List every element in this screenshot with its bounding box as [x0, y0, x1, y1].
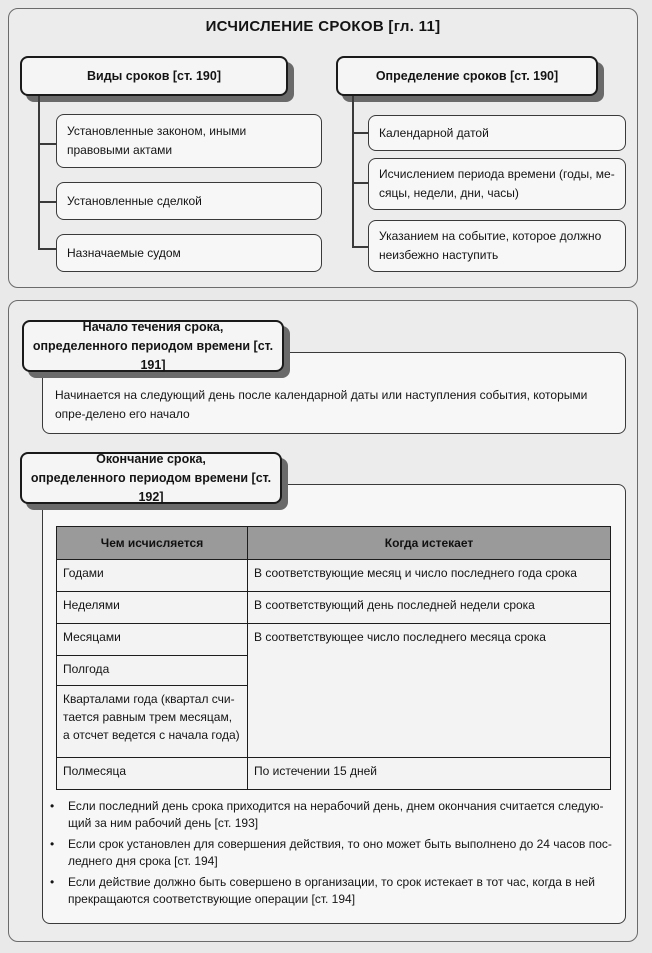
bullet-icon: • — [50, 837, 55, 851]
bullet-icon: • — [50, 799, 55, 813]
table-cell-what: Полгода — [57, 656, 248, 686]
end-table — [56, 526, 611, 790]
table-cell-when: В соответствующий день последней недели срока — [248, 592, 611, 624]
definition-item-date: Календарной датой — [368, 115, 626, 151]
page-title: ИСЧИСЛЕНИЕ СРОКОВ [гл. 11] — [205, 18, 441, 35]
table-cell-when: В соответствующие месяц и число последнего года срока — [248, 560, 611, 592]
table-row — [57, 758, 611, 790]
table-cell-what: Кварталами года (квартал счи-тается равным трем месяцам, а отсчет ведется с начала года) — [57, 686, 248, 758]
types-header: Виды сроков [ст. 190] — [20, 56, 288, 96]
definition-item-period: Исчислением периода времени (годы, ме-сяцы, недели, дни, часы) — [368, 158, 626, 210]
definition-header: Определение сроков [ст. 190] — [336, 56, 598, 96]
start-text: Начинается на следующий день после календарной даты или наступления события, которыми опре-делено его начало — [55, 388, 588, 421]
definition-connector — [352, 96, 354, 246]
list-item: • Если срок установлен для совершения действия, то оно может быть выполнено до 24 часов пос-леднего дня срока [ст. 194] — [50, 837, 612, 868]
table-cell-what: Полмесяца — [57, 758, 248, 790]
notes-list — [44, 798, 619, 912]
types-item-court: Назначаемые судом — [56, 234, 322, 272]
table-cell-what: Годами — [57, 560, 248, 592]
bullet-icon: • — [50, 875, 55, 889]
table-cell-when: По истечении 15 дней — [248, 758, 611, 790]
definition-item-event: Указанием на событие, которое должно неизбежно наступить — [368, 220, 626, 272]
table-row — [57, 624, 611, 656]
table-cell-what: Месяцами — [57, 624, 248, 656]
table-row — [57, 592, 611, 624]
table-header-when: Когда истекает — [248, 527, 611, 560]
end-header: Окончание срока, определенного периодом времени [ст. 192] — [20, 452, 282, 504]
list-item: • Если последний день срока приходится на нерабочий день, днем окончания считается следую-щий за ним рабочий день [ст. 193] — [50, 799, 604, 830]
table-cell-when: В соответствующее число последнего месяца срока — [248, 624, 611, 758]
start-header: Начало течения срока, определенного периодом времени [ст. 191] — [22, 320, 284, 372]
types-item-deal: Установленные сделкой — [56, 182, 322, 220]
types-item-law: Установленные законом, иными правовыми актами — [56, 114, 322, 168]
table-row — [57, 560, 611, 592]
table-cell-what: Неделями — [57, 592, 248, 624]
types-connector — [38, 96, 40, 248]
table-header-what: Чем исчисляется — [57, 527, 248, 560]
table-header-row — [57, 527, 611, 560]
list-item: • Если действие должно быть совершено в организации, то срок истекает в тот час, когда в ней прекращаются соответствующие операции [ст. 194] — [50, 875, 596, 906]
